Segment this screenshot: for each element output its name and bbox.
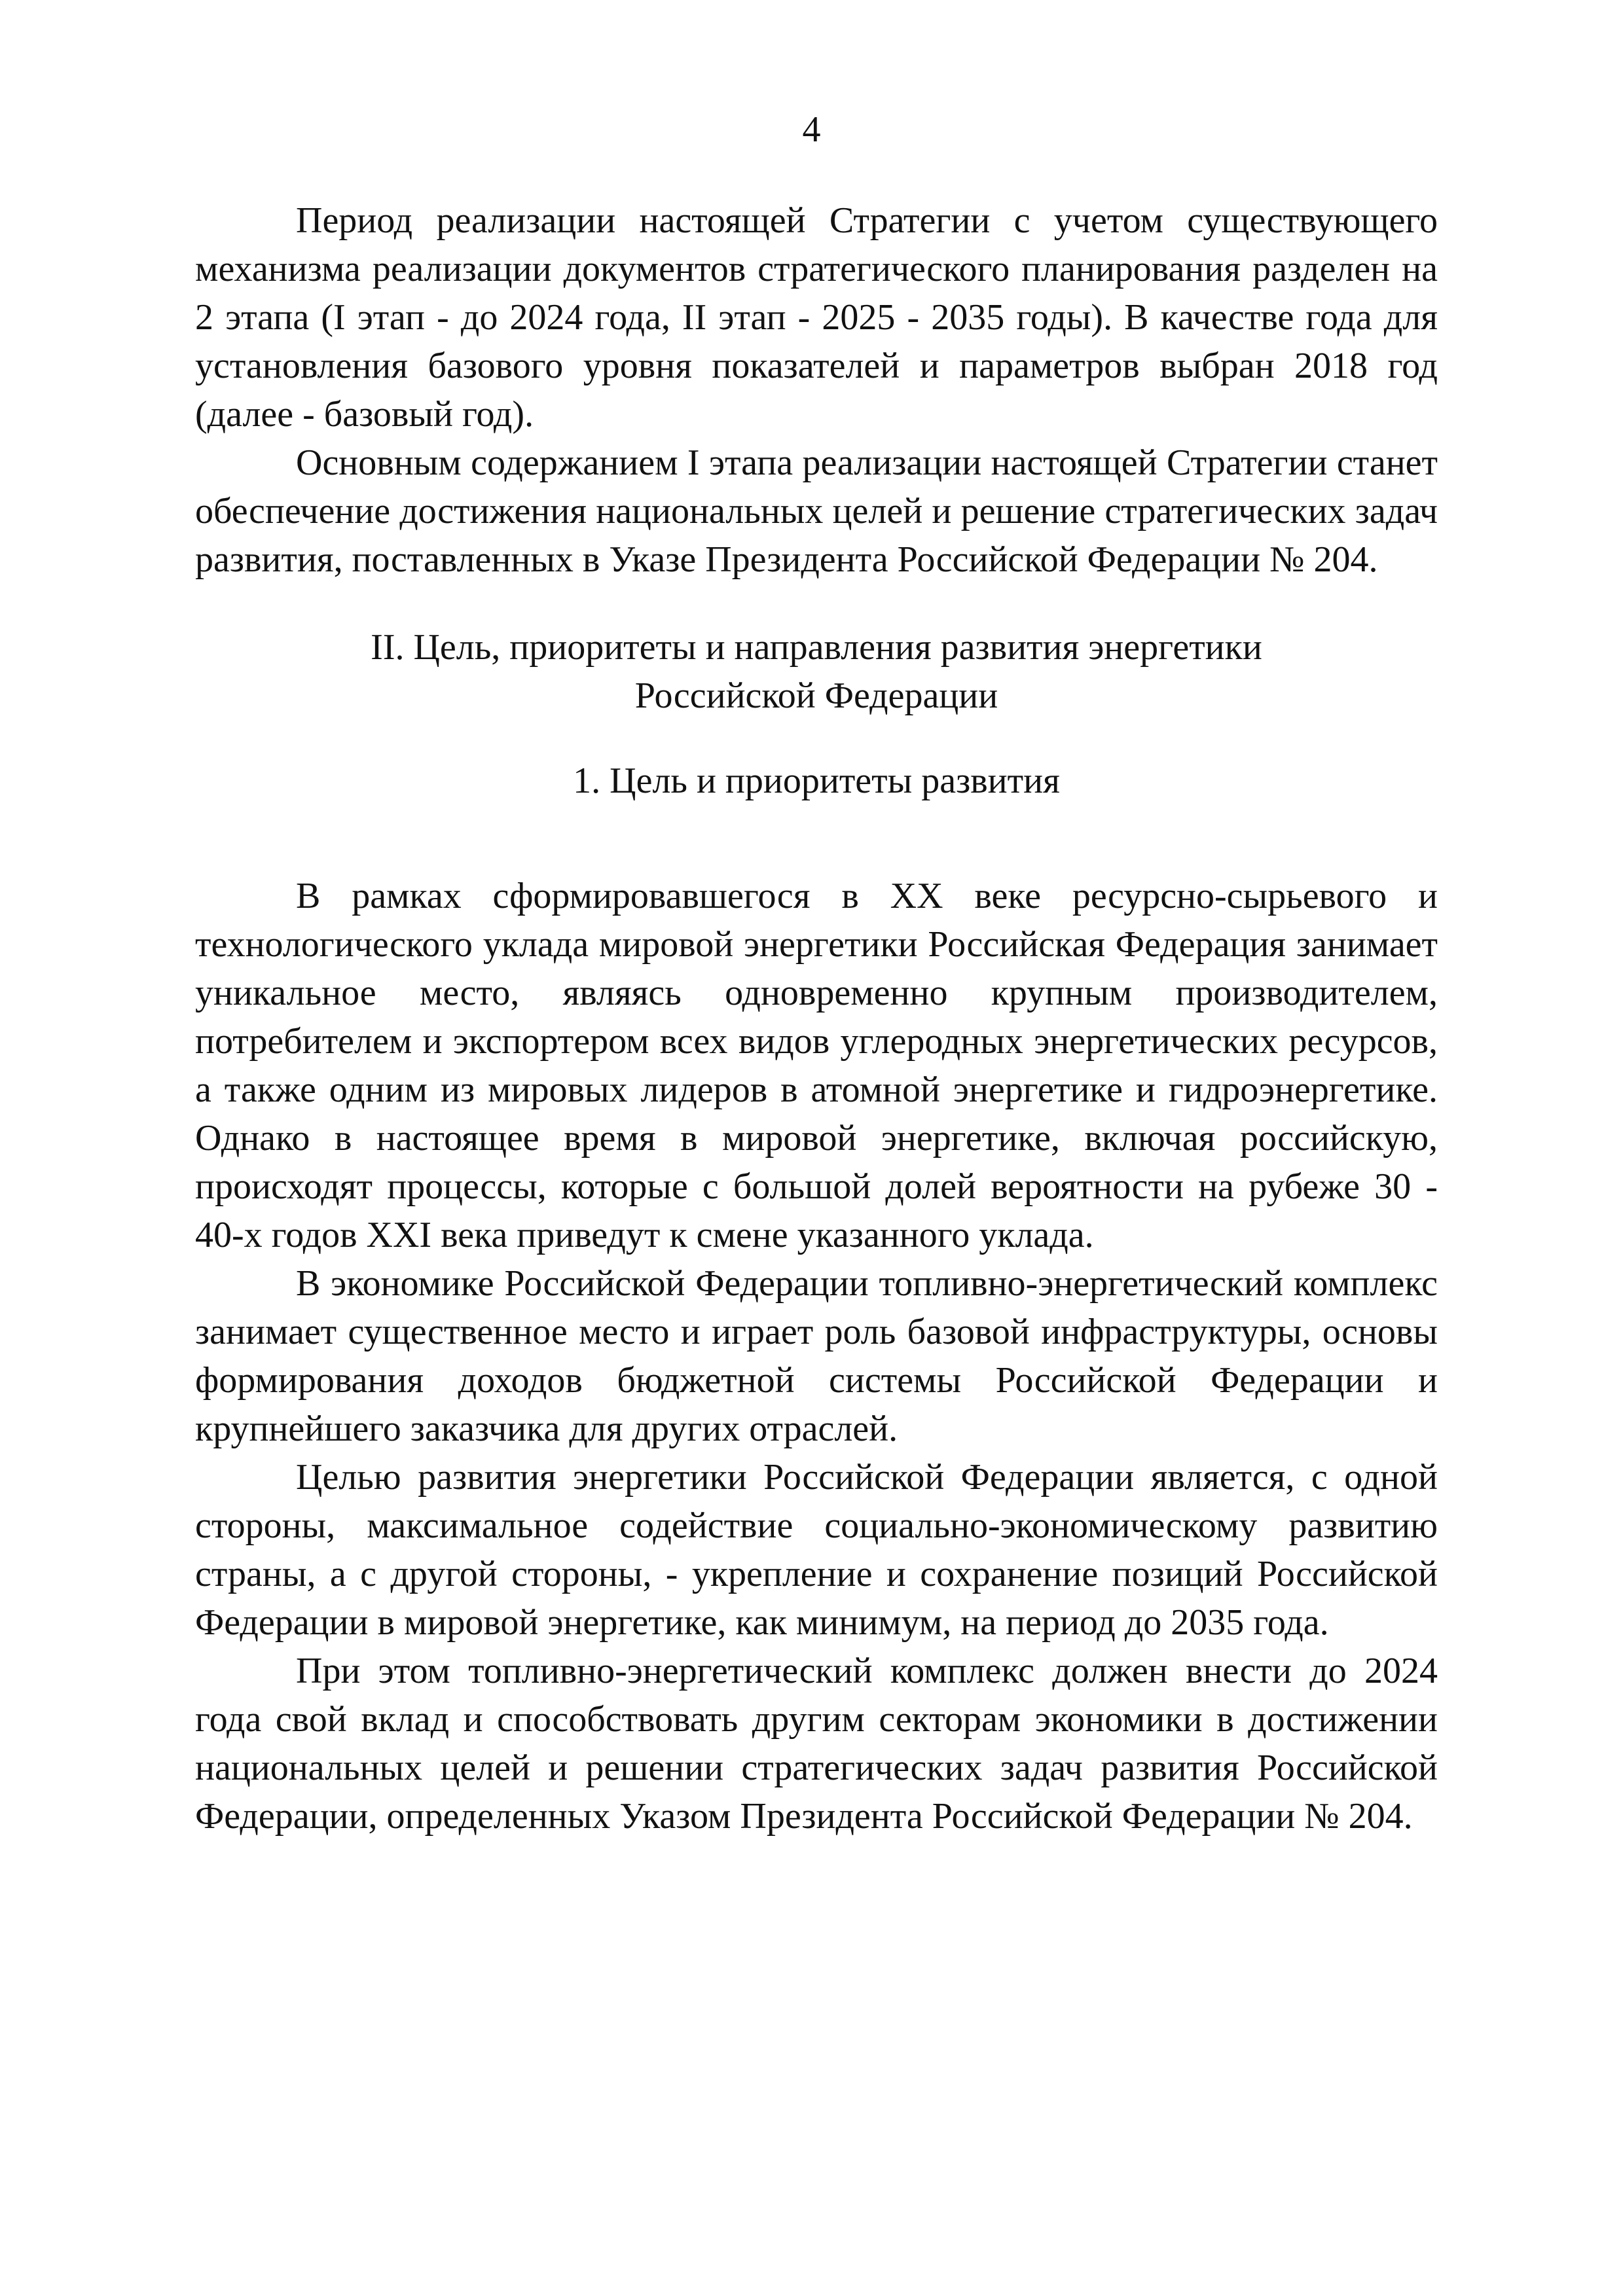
paragraph-implementation-period: Период реализации настоящей Стратегии с учетом существующего механизма реализации документов стратегического планирования разделен на 2 этапа (I этап - до 2024 года, II этап - 2025 - 2035 годы). В качестве года для установления базового уровня показателей и параметров выбран 2018 год (далее - базовый год). — [195, 200, 1438, 435]
paragraph-development-goal: Целью развития энергетики Российской Федерации является, с одной стороны, максимальное содействие социально-экономическому развитию страны, а с другой стороны, - укрепление и сохранение позиций Российской Федерации в мировой энергетике, как минимум, на период до 2035 года. — [195, 1457, 1438, 1643]
section-title — [195, 623, 1438, 720]
subsection-title: 1. Цель и приоритеты развития — [573, 761, 1060, 801]
page-number: 4 — [802, 109, 821, 150]
paragraph-fuel-energy-complex: В экономике Российской Федерации топливно-энергетический комплекс занимает существенное место и играет роль базовой инфраструктуры, основы формирования доходов бюджетной системы Российской Федерации и крупнейшего заказчика для других отраслей. — [195, 1263, 1438, 1449]
paragraph-energy-structure: В рамках сформировавшегося в XX веке ресурсно-сырьевого и технологического уклада мировой энергетики Российская Федерация занимает уникальное место, являясь одновременно крупным производителем, потребителем и экспортером всех видов углеродных энергетических ресурсов, а также одним из мировых лидеров в атомной энергетике и гидроэнергетике. Однако в настоящее время в мировой энергетике, включая российскую, происходят процессы, которые с большой долей вероятности на рубеже 30 - 40-х годов XXI века приведут к смене указанного уклада. — [195, 876, 1438, 1255]
paragraph-stage-one-content: Основным содержанием I этапа реализации настоящей Стратегии станет обеспечение достижения национальных целей и решение стратегических задач развития, поставленных в Указе Президента Российской Федерации № 204. — [195, 442, 1438, 580]
section-title-line-1: II. Цель, приоритеты и направления развития энергетики — [371, 627, 1262, 668]
section-title-line-2: Российской Федерации — [634, 675, 998, 716]
paragraph-contribution-2024: При этом топливно-энергетический комплекс должен внести до 2024 года свой вклад и способствовать другим секторам экономики в достижении национальных целей и решении стратегических задач развития Российской Федерации, определенных Указом Президента Российской Федерации № 204. — [195, 1651, 1438, 1837]
document-body — [195, 196, 1438, 1840]
